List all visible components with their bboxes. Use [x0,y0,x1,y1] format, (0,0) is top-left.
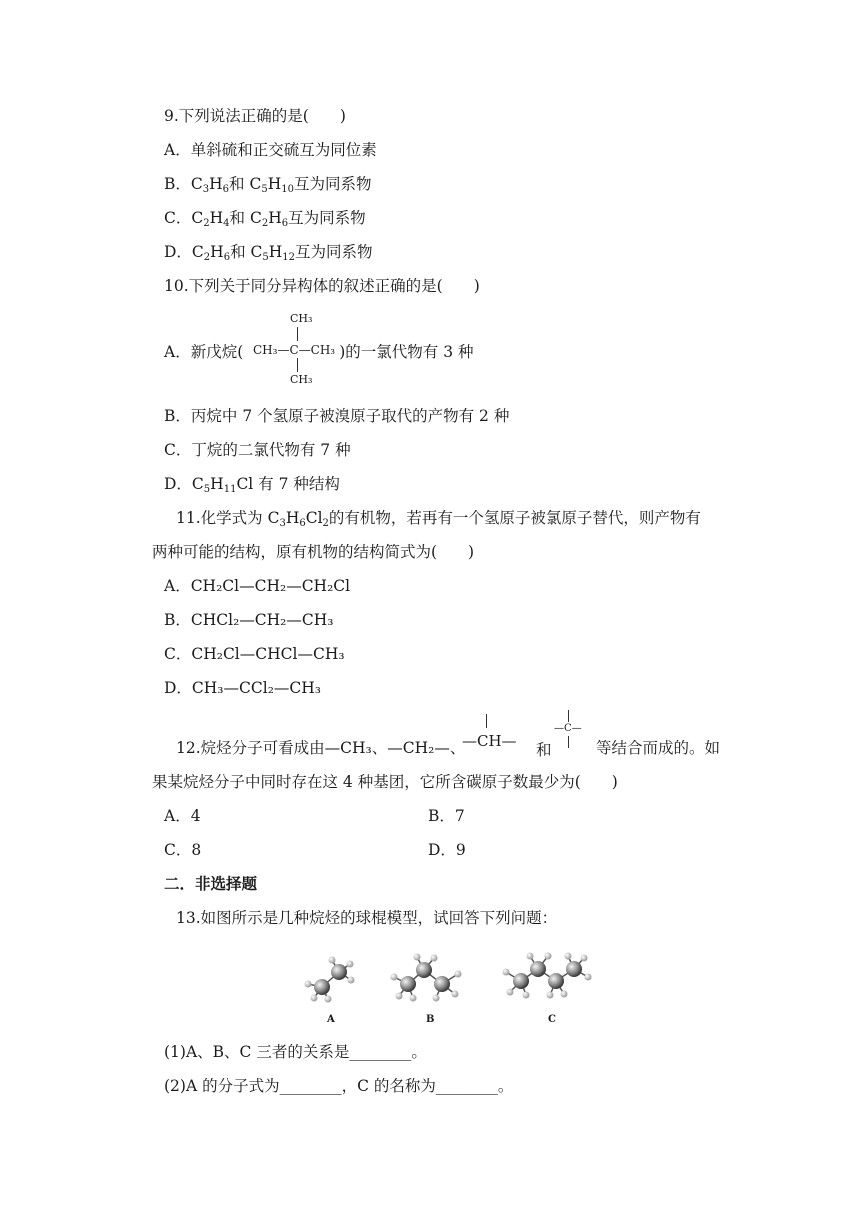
q12-stem-line2: 果某烷烃分子中同时存在这 4 种基团，它所含碳原子数最少为( ) [152,773,618,791]
q12-option-b: B．7 [428,807,465,825]
q9-option-b: B．$C_3H_6$和 $C_5H_{10}$互为同系物 [164,175,372,195]
q13-part1: (1)A、B、C 三者的关系是________。 [164,1043,427,1061]
q10-option-c: C．丁烷的二氯代物有 7 种 [164,441,351,459]
q13-part2: (2)A 的分子式为________，C 的名称为________。 [164,1077,514,1095]
q11-stem-line2: 两种可能的结构，原有机物的结构简式为( ) [152,543,475,561]
q10-option-b: B．丙烷中 7 个氢原子被溴原子取代的产物有 2 种 [164,407,510,425]
ch-group-structure [462,712,528,758]
q10-option-d: D．$C_5H_{11}Cl$ 有 7 种结构 [164,475,340,495]
q9-option-d: D．$C_2H_6$和 $C_5H_{12}$互为同系物 [164,243,373,263]
neopentane-structure [253,310,353,390]
q11-option-d: D．CH₃—CCl₂—CH₃ [164,679,321,697]
section-heading: 二．非选择题 [164,874,258,893]
struct-bottom-ch3: CH₃ [290,373,313,386]
struct-middle: CH₃—C—CH₃ [253,343,336,357]
ball-stick-models-figure [300,944,600,1014]
model-b-label: B [426,1014,435,1025]
model-a-label: A [327,1014,335,1025]
q9-option-c: C．$C_2H_4$和 $C_2H_6$互为同系物 [164,209,366,229]
q12-option-a: A．4 [164,807,201,825]
q13-stem: 13.如图所示是几种烷烃的球棍模型，试回答下列问题： [176,909,558,927]
q12-stem-line1: 12.烷烃分子可看成由—CH₃、—CH₂—、 [176,739,466,757]
c-group-label: —C— [554,723,582,734]
ch-group-label: —CH— [462,732,517,750]
q12-option-c: C．8 [164,841,202,859]
model-a-ethane [305,957,355,1003]
q9-stem: 9.下列说法正确的是( ) [164,107,346,125]
model-c-label: C [548,1014,556,1025]
q11-stem-line1: 11.化学式为 $C_3H_6Cl_2$的有机物，若再有一个氢原子被氯原子替代，则产物有 [176,509,701,529]
q11-option-c: C．CH₂Cl—CHCl—CH₃ [164,645,345,663]
model-b-propane [391,954,462,1002]
q11-option-b: B．CHCl₂—CH₂—CH₃ [164,611,334,629]
q10-stem: 10.下列关于同分异构体的叙述正确的是( ) [164,277,480,295]
q12-and: 和 [536,741,552,759]
q10-option-a: A．新戊烷( )的一氯代物有 3 种 [164,343,474,361]
c-group-structure [554,708,590,754]
struct-top-ch3: CH₃ [290,312,313,325]
q12-option-d: D．9 [428,841,466,859]
q9-option-a: A．单斜硫和正交硫互为同位素 [164,141,377,159]
q12-stem-tail: 等结合而成的。如 [596,739,721,757]
model-c-butane [503,953,592,999]
q11-option-a: A．CH₂Cl—CH₂—CH₂Cl [164,577,351,595]
